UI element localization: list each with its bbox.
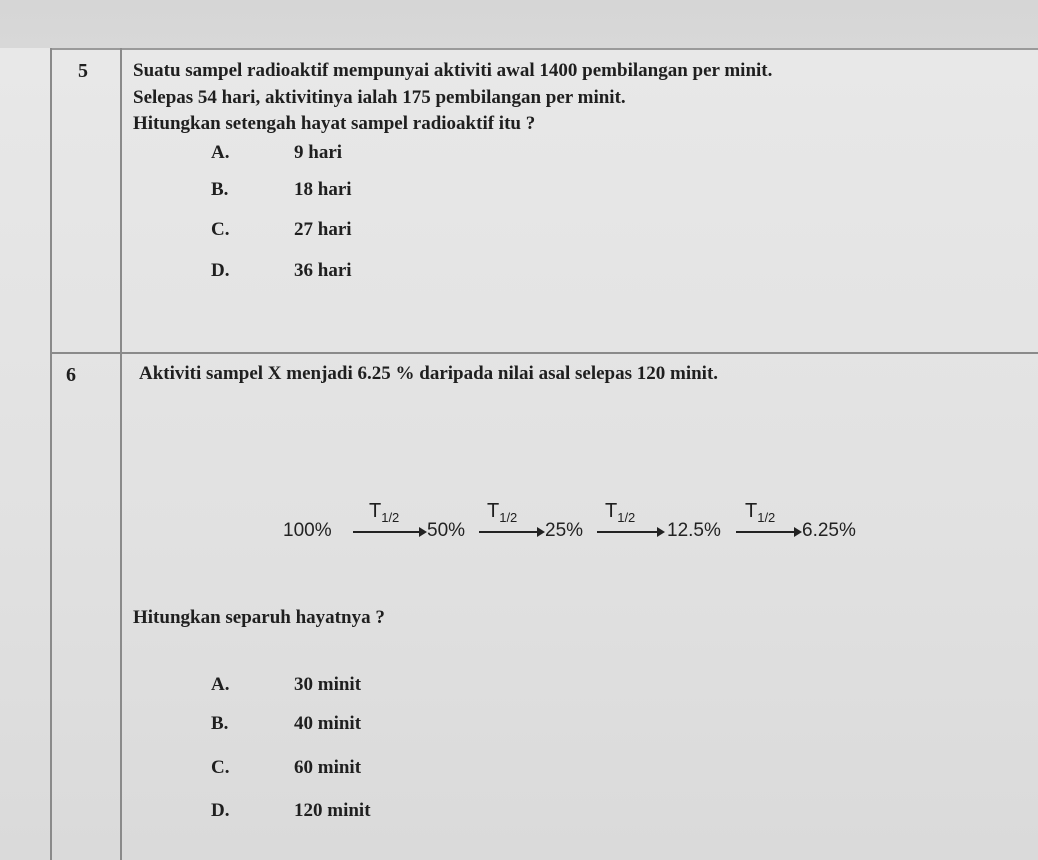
question-5-line-1: Suatu sampel radioaktif mempunyai aktiviti awal 1400 pembilangan per minit. xyxy=(133,60,773,81)
option-value: 36 hari xyxy=(294,260,352,281)
half-life-label xyxy=(745,500,775,525)
table-left-border xyxy=(50,48,52,860)
decay-value-50: 50% xyxy=(427,520,466,541)
arrow-icon xyxy=(597,526,665,538)
question-5-line-2: Selepas 54 hari, aktivitinya ialah 175 pembilangan per minit. xyxy=(133,87,626,108)
question-5-line-3: Hitungkan setengah hayat sampel radioaktif itu ? xyxy=(133,113,536,134)
half-life-symbol: T xyxy=(487,500,500,522)
question-5-number: 5 xyxy=(78,60,88,82)
option-value: 18 hari xyxy=(294,179,352,200)
number-column-divider xyxy=(120,48,122,860)
arrow-icon xyxy=(353,526,427,538)
option-value: 27 hari xyxy=(294,219,352,240)
question-6-number: 6 xyxy=(66,364,76,386)
decay-value-12-5: 12.5% xyxy=(667,520,721,541)
table-top-border xyxy=(50,48,1038,50)
half-life-label xyxy=(605,500,635,525)
half-life-label xyxy=(369,500,399,525)
option-value: 40 minit xyxy=(294,713,362,734)
option-value: 120 minit xyxy=(294,800,371,821)
arrow-icon xyxy=(736,526,802,538)
half-life-subscript: 1/2 xyxy=(617,510,636,525)
option-letter: A. xyxy=(211,142,230,163)
option-letter: C. xyxy=(211,757,230,778)
option-letter: A. xyxy=(211,674,230,695)
half-life-subscript: 1/2 xyxy=(499,510,518,525)
worksheet-page xyxy=(0,48,1038,860)
decay-value-25: 25% xyxy=(545,520,584,541)
half-life-decay-chain xyxy=(283,500,903,560)
option-letter: D. xyxy=(211,800,230,821)
option-letter: D. xyxy=(211,260,230,281)
arrow-icon xyxy=(479,526,545,538)
option-letter: C. xyxy=(211,219,230,240)
row-divider xyxy=(50,352,1038,354)
half-life-subscript: 1/2 xyxy=(381,510,400,525)
question-6-prompt: Hitungkan separuh hayatnya ? xyxy=(133,607,385,628)
option-value: 9 hari xyxy=(294,142,343,163)
half-life-symbol: T xyxy=(369,500,382,522)
half-life-symbol: T xyxy=(745,500,758,522)
half-life-symbol: T xyxy=(605,500,618,522)
option-value: 60 minit xyxy=(294,757,362,778)
option-letter: B. xyxy=(211,713,229,734)
option-value: 30 minit xyxy=(294,674,362,695)
half-life-subscript: 1/2 xyxy=(757,510,776,525)
half-life-label xyxy=(487,500,517,525)
decay-value-100: 100% xyxy=(283,520,332,541)
question-6-statement: Aktiviti sampel X menjadi 6.25 % daripada nilai asal selepas 120 minit. xyxy=(139,363,719,384)
option-letter: B. xyxy=(211,179,229,200)
decay-value-6-25: 6.25% xyxy=(802,520,856,541)
